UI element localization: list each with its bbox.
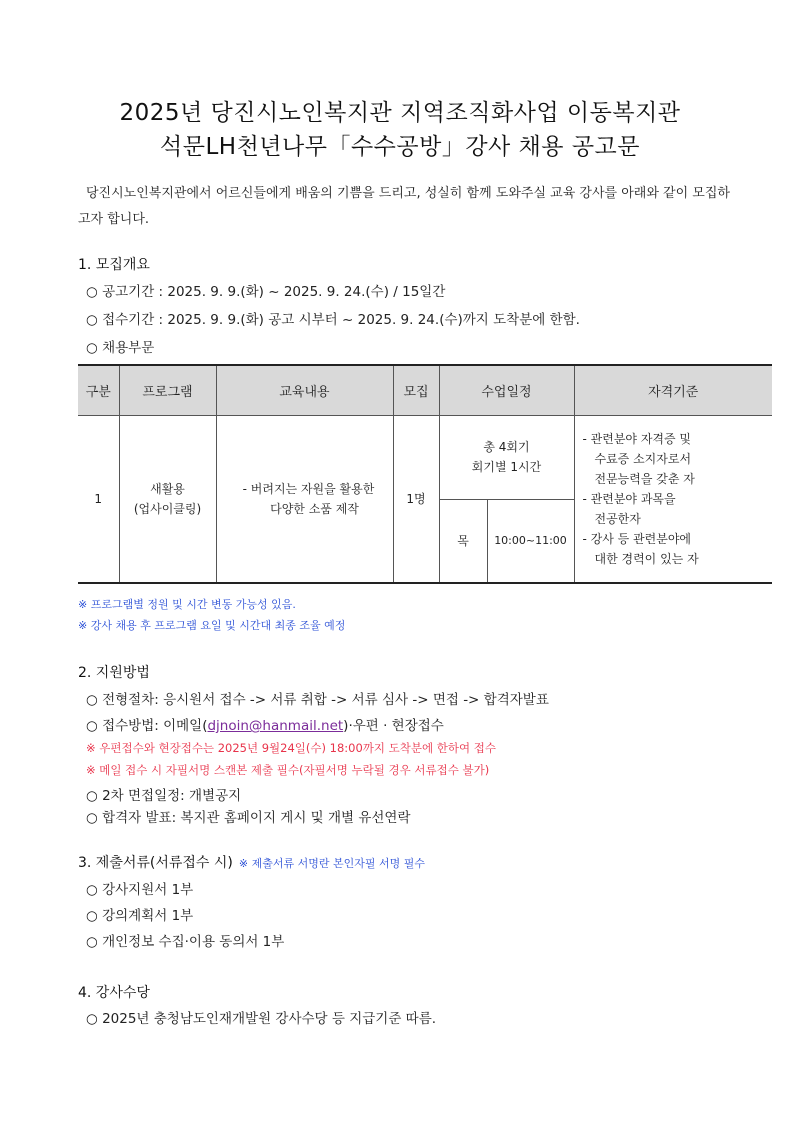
section-4-heading: 4. 강사수당 (78, 985, 150, 1001)
email-link[interactable]: djnoin@hanmail.net (207, 718, 344, 734)
title-line-2: 석문LH천년나무「수수공방」강사 채용 공고문 (160, 134, 640, 160)
method-prefix: ○ 접수방법: 이메일( (86, 718, 208, 734)
section-2-heading: 2. 지원방법 (78, 665, 150, 681)
qual-line: - 관련분야 자격증 및 (582, 431, 692, 446)
header-recruit: 모집 (393, 365, 439, 415)
application-period: ○ 접수기간 : 2025. 9. 9.(화) 공고 시부터 ~ 2025. 9. 24.(수)까지 도착분에 한함. (86, 312, 580, 328)
qual-line: 수료증 소지자로서 (594, 451, 692, 466)
cell-qualification (574, 415, 772, 583)
program-sub: (업사이클링) (133, 501, 202, 516)
section-3-note: ※ 제출서류 서명란 본인자필 서명 필수 (238, 857, 425, 870)
method-suffix: )·우편 · 현장접수 (343, 718, 444, 734)
header-qualification: 자격기준 (574, 365, 772, 415)
schedule-sessions: 총 4회기 (483, 440, 530, 454)
qual-line: 대한 경력이 있는 자 (594, 551, 699, 566)
result-announcement: ○ 합격자 발표: 복지관 홈페이지 게시 및 개별 유선연락 (86, 810, 411, 826)
note-capacity: ※ 프로그램별 정원 및 시간 변동 가능성 있음. (78, 598, 296, 611)
cell-program (119, 415, 216, 583)
cell-day: 목 (439, 499, 487, 583)
allowance-item: ○ 2025년 충청남도인재개발원 강사수당 등 지급기준 따름. (86, 1011, 437, 1027)
content-line-2: 다양한 소품 제작 (270, 501, 359, 516)
posting-period: ○ 공고기간 : 2025. 9. 9.(화) ~ 2025. 9. 24.(수) / 15일간 (86, 284, 446, 300)
recruit-table (78, 364, 772, 584)
section-3-heading (78, 852, 425, 872)
recruit-category-label: ○ 채용부문 (86, 340, 155, 356)
content-line-1: - 버려지는 자원을 활용한 (242, 481, 375, 496)
application-method (86, 714, 444, 734)
table-header-row (78, 365, 772, 415)
header-program: 프로그램 (119, 365, 216, 415)
header-schedule: 수업일정 (439, 365, 574, 415)
intro-paragraph: 당진시노인복지관에서 어르신들에게 배움의 기쁨을 드리고, 성실히 함께 도와주실 교육 강사를 아래와 같이 모집하고자 합니다. (78, 186, 730, 227)
header-no: 구분 (78, 365, 119, 415)
table-row (78, 415, 772, 499)
cell-content (216, 415, 393, 583)
document-item: ○ 개인정보 수집·이용 동의서 1부 (86, 934, 285, 950)
note-schedule: ※ 강사 채용 후 프로그램 요일 및 시간대 최종 조율 예정 (78, 619, 346, 632)
interview-schedule: ○ 2차 면접일정: 개별공지 (86, 788, 242, 804)
section-1-heading: 1. 모집개요 (78, 257, 150, 273)
cell-no: 1 (78, 415, 119, 583)
qual-line: 전공한자 (594, 511, 641, 526)
cell-recruit: 1명 (393, 415, 439, 583)
document-item: ○ 강의계획서 1부 (86, 908, 194, 924)
qual-line: - 관련분야 과목을 (582, 491, 676, 506)
document-item: ○ 강사지원서 1부 (86, 882, 194, 898)
selection-process: ○ 전형절차: 응시원서 접수 -> 서류 취합 -> 서류 심사 -> 면접 -> 합격자발표 (86, 692, 549, 708)
warning-mail-deadline: ※ 우편접수와 현장접수는 2025년 9월24일(수) 18:00까지 도착분에 한하여 접수 (86, 741, 496, 755)
title-line-1: 2025년 당진시노인복지관 지역조직화사업 이동복지관 (119, 100, 681, 126)
program-name: 새활용 (150, 481, 185, 496)
schedule-duration: 회기별 1시간 (471, 460, 542, 474)
qual-line: - 강사 등 관련분야에 (582, 531, 692, 546)
warning-signature: ※ 메일 접수 시 자필서명 스캔본 제출 필수(자필서명 누락될 경우 서류접수 불가) (86, 763, 490, 777)
section-3-title: 3. 제출서류(서류접수 시) (78, 855, 233, 871)
cell-time: 10:00~11:00 (487, 499, 574, 583)
qual-line: 전문능력을 갖춘 자 (594, 471, 695, 486)
cell-schedule-summary (439, 415, 574, 499)
header-content: 교육내용 (216, 365, 393, 415)
